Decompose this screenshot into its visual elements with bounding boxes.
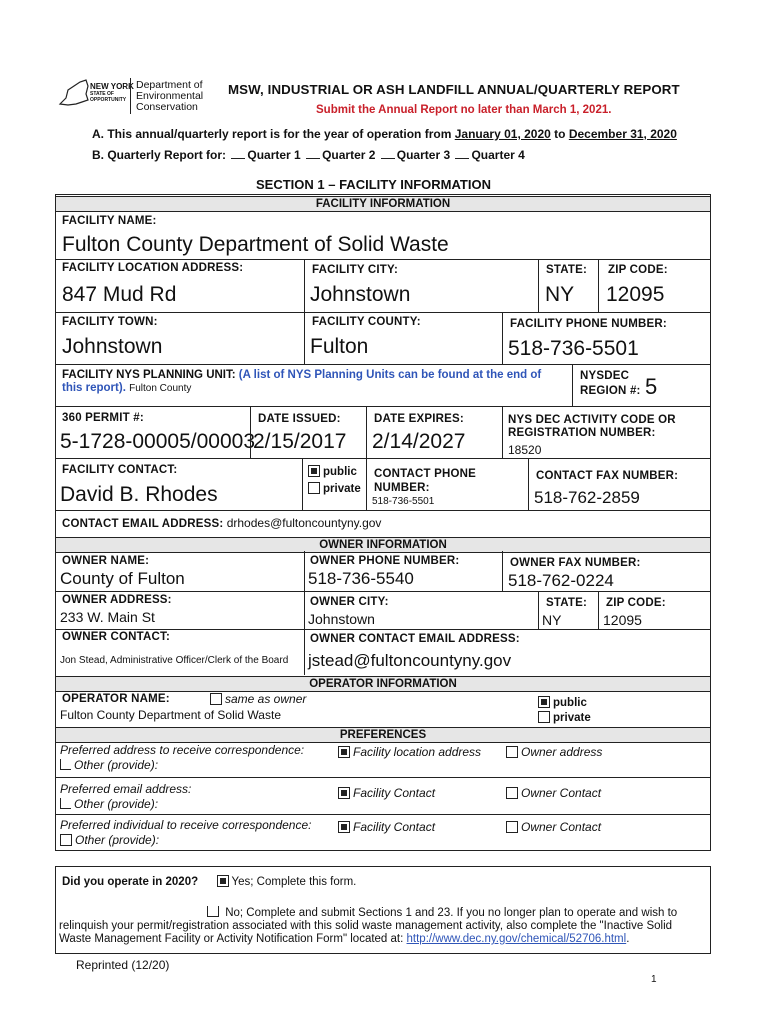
owner-state-label: STATE: xyxy=(546,597,588,609)
region-label: NYSDEC xyxy=(580,370,630,382)
owner-fax-field[interactable]: 518-762-0224 xyxy=(508,571,614,590)
contact-public-option[interactable]: public xyxy=(308,466,357,478)
operator-name-label: OPERATOR NAME: xyxy=(62,693,170,705)
operator-private-checkbox[interactable] xyxy=(538,711,550,723)
owner-zip-field[interactable]: 12095 xyxy=(603,612,642,628)
pref-individual-opt2-checkbox[interactable] xyxy=(506,821,518,833)
facility-city-field[interactable]: Johnstown xyxy=(310,283,411,306)
quarter4-checkbox[interactable] xyxy=(455,148,469,159)
period-end[interactable]: December 31, 2020 xyxy=(568,127,677,141)
owner-city-field[interactable]: Johnstown xyxy=(308,611,375,627)
activity-code-label: NYS DEC ACTIVITY CODE OR REGISTRATION NUMBER: xyxy=(508,414,676,439)
pref-address-question: Preferred address to receive correspondence: xyxy=(60,743,305,757)
pref-address-other-checkbox[interactable] xyxy=(60,759,71,770)
owner-email-label: OWNER CONTACT EMAIL ADDRESS: xyxy=(310,633,520,645)
owner-fax-label: OWNER FAX NUMBER: xyxy=(510,557,641,569)
facility-band: FACILITY INFORMATION xyxy=(56,196,710,212)
logo-line2: STATE OF OPPORTUNITY xyxy=(90,91,127,103)
owner-band: OWNER INFORMATION xyxy=(56,537,710,553)
owner-zip-label: ZIP CODE: xyxy=(606,597,666,609)
line-a: A. This annual/quarterly report is for the year of operation from January 01, 2020 to December 31, 2020 xyxy=(92,127,677,141)
contact-email-label: CONTACT EMAIL ADDRESS: xyxy=(62,518,224,530)
pref-email-opt1[interactable]: Facility Contact xyxy=(338,786,435,800)
pref-email-opt2[interactable]: Owner Contact xyxy=(506,786,601,800)
quarter1-checkbox[interactable] xyxy=(231,148,245,159)
nys-logo xyxy=(56,76,226,116)
contact-fax-label: CONTACT FAX NUMBER: xyxy=(536,470,679,482)
contact-email-row xyxy=(62,516,381,530)
contact-fax-field[interactable]: 518-762-2859 xyxy=(534,488,640,507)
facility-contact-field[interactable]: David B. Rhodes xyxy=(60,483,218,506)
page-number: 1 xyxy=(651,974,657,985)
deadline-notice: Submit the Annual Report no later than March 1, 2021. xyxy=(316,104,612,116)
operate-question-row: Did you operate in 2020? Yes; Complete this form. xyxy=(62,876,357,889)
pref-address-other[interactable]: Other (provide): xyxy=(60,758,158,772)
permit-label: 360 PERMIT #: xyxy=(62,412,144,424)
region-field[interactable]: 5 xyxy=(645,374,658,399)
logo-line1: NEW YORK xyxy=(90,82,134,91)
same-as-owner-option[interactable]: same as owner xyxy=(210,692,306,706)
owner-address-label: OWNER ADDRESS: xyxy=(62,594,172,606)
pref-individual-opt1-checkbox[interactable] xyxy=(338,821,350,833)
pref-address-opt2-checkbox[interactable] xyxy=(506,746,518,758)
pref-email-other-checkbox[interactable] xyxy=(60,798,71,809)
pref-individual-opt2[interactable]: Owner Contact xyxy=(506,820,601,834)
facility-city-label: FACILITY CITY: xyxy=(312,264,399,276)
owner-email-field[interactable]: jstead@fultoncountyny.gov xyxy=(308,651,512,670)
agency-name: Department of Environmental Conservation xyxy=(136,79,204,113)
operator-name-field[interactable]: Fulton County Department of Solid Waste xyxy=(60,708,281,722)
pref-email-other[interactable]: Other (provide): xyxy=(60,797,158,811)
facility-address-field[interactable]: 847 Mud Rd xyxy=(62,283,177,306)
operate-yes-label: Yes; Complete this form. xyxy=(231,876,357,889)
pref-email-opt2-checkbox[interactable] xyxy=(506,787,518,799)
date-issued-field[interactable]: 2/15/2017 xyxy=(253,430,347,453)
owner-state-field[interactable]: NY xyxy=(542,612,562,628)
date-expires-field[interactable]: 2/14/2027 xyxy=(372,430,466,453)
facility-town-label: FACILITY TOWN: xyxy=(62,316,158,328)
facility-town-field[interactable]: Johnstown xyxy=(62,335,163,358)
pref-individual-question: Preferred individual to receive correspondence: xyxy=(60,818,312,832)
facility-county-label: FACILITY COUNTY: xyxy=(312,316,421,328)
line-b: B. Quarterly Report for: Quarter 1 Quarter 2 Quarter 3 Quarter 4 xyxy=(92,148,525,162)
date-expires-label: DATE EXPIRES: xyxy=(374,413,464,425)
pref-individual-other[interactable]: Other (provide): xyxy=(60,833,159,847)
operate-yes-checkbox[interactable] xyxy=(217,875,229,887)
quarter2-checkbox[interactable] xyxy=(306,148,320,159)
owner-city-label: OWNER CITY: xyxy=(310,596,389,608)
operate-no-checkbox[interactable] xyxy=(207,906,219,917)
planning-unit-text: FACILITY NYS PLANNING UNIT: (A list of NYS Planning Units can be found at the end of this report). Fulton County xyxy=(62,369,542,394)
operator-public-option[interactable]: public xyxy=(538,697,587,709)
owner-name-field[interactable]: County of Fulton xyxy=(60,569,185,588)
pref-address-opt1-checkbox[interactable] xyxy=(338,746,350,758)
owner-name-label: OWNER NAME: xyxy=(62,555,150,567)
activity-code-field[interactable]: 18520 xyxy=(508,443,542,457)
private-checkbox[interactable] xyxy=(308,482,320,494)
date-issued-label: DATE ISSUED: xyxy=(258,413,341,425)
period-start[interactable]: January 01, 2020 xyxy=(454,127,551,141)
facility-phone-field[interactable]: 518-736-5501 xyxy=(508,337,639,360)
contact-private-option[interactable]: private xyxy=(308,483,361,495)
quarter3-checkbox[interactable] xyxy=(381,148,395,159)
facility-state-field[interactable]: NY xyxy=(545,283,575,306)
permit-field[interactable]: 5-1728-00005/00003 xyxy=(60,430,256,453)
facility-name-field[interactable]: Fulton County Department of Solid Waste xyxy=(62,233,449,256)
operator-public-checkbox[interactable] xyxy=(538,696,550,708)
pref-individual-opt1[interactable]: Facility Contact xyxy=(338,820,435,834)
pref-email-question: Preferred email address: xyxy=(60,782,192,796)
owner-phone-field[interactable]: 518-736-5540 xyxy=(308,569,414,588)
section-title: SECTION 1 – FACILITY INFORMATION xyxy=(256,177,491,192)
operate-no-text: No; Complete and submit Sections 1 and 23. If you no longer plan to operate and wish to relinquish your permit/registration associated with this solid waste management activity, also complete the "Inactive Solid Waste Management Facility or Activity Notification Form" located at: http://www.dec.ny.gov/chemical/52706.html. xyxy=(59,907,678,945)
facility-contact-label: FACILITY CONTACT: xyxy=(62,464,178,476)
pref-address-opt2[interactable]: Owner address xyxy=(506,745,602,759)
same-as-owner-checkbox[interactable] xyxy=(210,693,222,705)
facility-zip-field[interactable]: 12095 xyxy=(606,283,665,306)
contact-phone-field[interactable]: 518-736-5501 xyxy=(372,496,435,507)
owner-contact-label: OWNER CONTACT: xyxy=(62,631,170,643)
report-title: MSW, INDUSTRIAL OR ASH LANDFILL ANNUAL/QUARTERLY REPORT xyxy=(228,82,680,97)
preferences-band: PREFERENCES xyxy=(56,727,710,743)
pref-email-opt1-checkbox[interactable] xyxy=(338,787,350,799)
facility-address-label: FACILITY LOCATION ADDRESS: xyxy=(62,262,244,274)
owner-address-field[interactable]: 233 W. Main St xyxy=(60,609,155,625)
facility-zip-label: ZIP CODE: xyxy=(608,264,668,276)
facility-name-label: FACILITY NAME: xyxy=(62,215,157,227)
reprinted-note: Reprinted (12/20) xyxy=(76,958,170,972)
pref-address-opt1[interactable]: Facility location address xyxy=(338,745,481,759)
operator-band: OPERATOR INFORMATION xyxy=(56,676,710,692)
operator-private-option[interactable]: private xyxy=(538,712,591,724)
inactive-form-link[interactable]: http://www.dec.ny.gov/chemical/52706.html xyxy=(406,933,627,945)
owner-phone-label: OWNER PHONE NUMBER: xyxy=(310,555,460,567)
facility-state-label: STATE: xyxy=(546,264,588,276)
new-york-state-map-icon xyxy=(56,78,90,108)
facility-county-field[interactable]: Fulton xyxy=(310,335,369,358)
facility-phone-label: FACILITY PHONE NUMBER: xyxy=(510,318,667,330)
contact-phone-label: CONTACT PHONE NUMBER: xyxy=(374,468,477,494)
public-checkbox[interactable] xyxy=(308,465,320,477)
planning-unit-field[interactable]: Fulton County xyxy=(129,383,192,394)
contact-email-field[interactable]: drhodes@fultoncountyny.gov xyxy=(226,516,382,530)
owner-contact-field[interactable]: Jon Stead, Administrative Officer/Clerk of the Board xyxy=(60,655,289,666)
pref-individual-other-checkbox[interactable] xyxy=(60,834,72,846)
